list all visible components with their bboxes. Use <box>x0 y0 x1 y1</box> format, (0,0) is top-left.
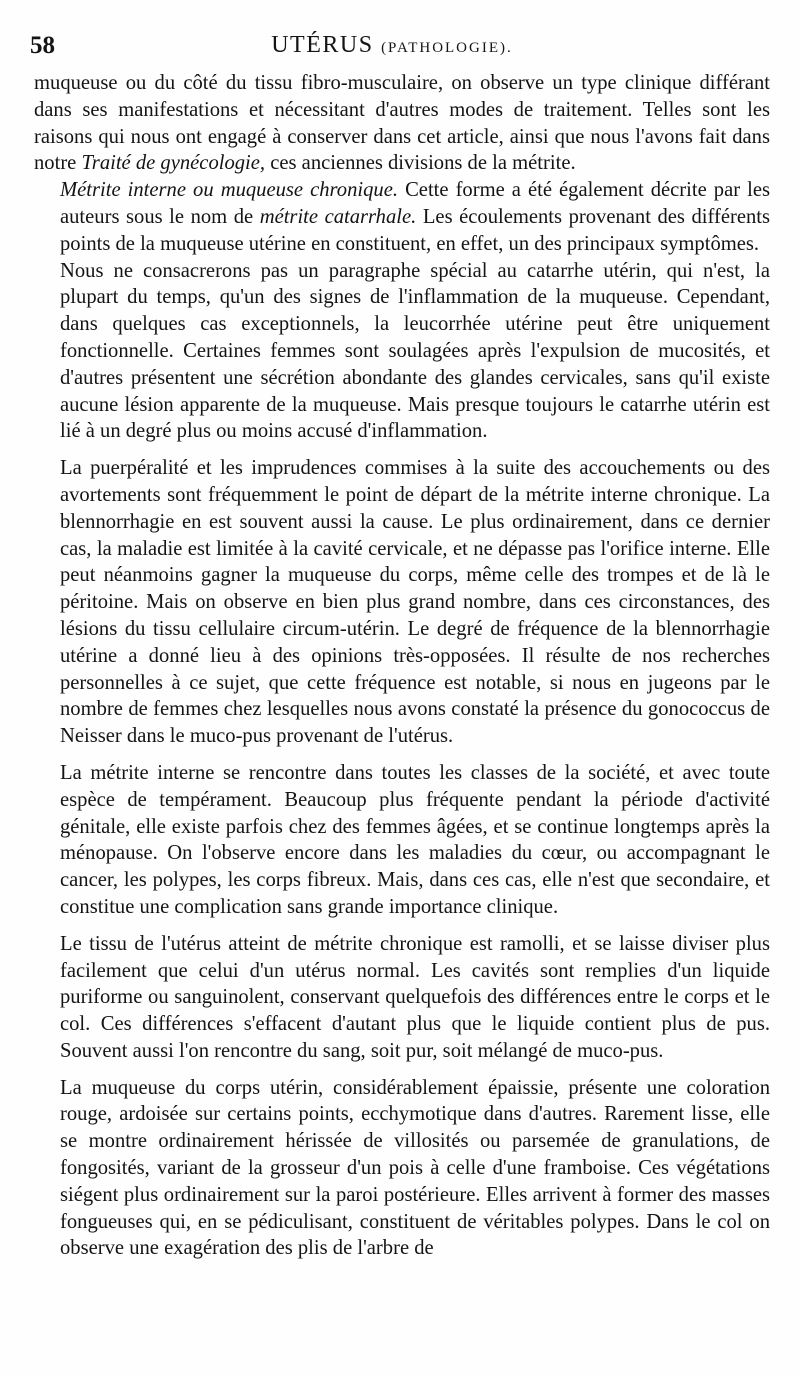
paragraph-tissu-uterus: Le tissu de l'utérus atteint de métrite chronique est ramolli, et se laisse diviser plus facilement que celui d'un utérus normal. Les cavités sont remplies d'un liquide puriforme ou sanguinolent, conservant quelquefois des différences entre le corps et le col. Ces différences s'effacent d'autant plus que le liquide contient plus de pus. Souvent aussi l'on rencontre du sang, soit pur, soit mélangé de muco-pus. <box>60 932 770 1062</box>
page-number: 58 <box>30 32 55 59</box>
running-title-main: UTÉRUS <box>271 32 374 58</box>
running-title <box>30 32 754 59</box>
term-metrite-catarrhale: métrite catarrhale. <box>259 205 417 228</box>
page-header <box>30 30 754 66</box>
running-title-sub: (PATHOLOGIE). <box>381 40 513 56</box>
section-heading: Métrite interne ou muqueuse chronique. <box>60 179 398 202</box>
paragraph-puerperalite: La puerpéralité et les imprudences commises à la suite des accouchements ou des avortements sont fréquemment le point de départ de la métrite interne chronique. La blennorrhagie en est souvent aussi la cause. Le plus ordinairement, dans ce dernier cas, la maladie est limitée à la cavité cervicale, et ne dépasse pas l'orifice interne. Elle peut néanmoins gagner la muqueuse du corps, même celle des trompes et de là le péritoine. Mais on observe en bien plus grand nombre, dans ces circonstances, des lésions du tissu cellulaire circum-utérin. Le degré de fréquence de la blennorrhagie utérine a donné lieu à des opinions très-opposées. Il résulte de nos recherches personnelles à ce sujet, que cette fréquence est notable, si nous en jugeons par le nombre de femmes chez lesquelles nous avons constaté la présence du gonococcus de Neisser dans le muco-pus provenant de l'utérus. <box>60 457 770 748</box>
paragraph-continued: muqueuse ou du côté du tissu fibro-musculaire, on observe un type clinique différant dans ses manifestations et nécessitant d'autres modes de traitement. Telles sont les raisons qui nous ont engagé à conserver dans cet article, ainsi que nous l'avons fait dans notre Traité de gynécologie, ces anciennes divisions de la métrite. <box>34 72 770 175</box>
paragraph-classes-societe: La métrite interne se rencontre dans toutes les classes de la société, et avec toute espèce de tempérament. Beaucoup plus fréquente pendant la période d'activité génitale, elle existe parfois chez des femmes âgées, et se continue longtemps après la ménopause. On l'observe encore dans les maladies du cœur, ou accompagnant le cancer, les polypes, les corps fibreux. Mais, dans ces cas, elle n'est que secondaire, et constitue une complication sans grande importance clinique. <box>60 761 770 918</box>
paragraph-catarrhe: Nous ne consacrerons pas un paragraphe spécial au catarrhe utérin, qui n'est, la plupart du temps, qu'un des signes de l'inflammation de la muqueuse. Cependant, dans quelques cas exceptionnels, la leucorrhée utérine peut être uniquement fonctionnelle. Certaines femmes sont soulagées après l'expulsion de mucosités, et d'autres présentent une sécrétion abondante des glandes cervicales, sans qu'il existe aucune lésion apparente de la muqueuse. Mais presque toujours le catarrhe utérin est lié à un degré plus ou moins accusé d'inflammation. <box>60 259 770 443</box>
paragraph-metrite-interne: Métrite interne ou muqueuse chronique. Cette forme a été également décrite par les auteurs sous le nom de métrite catarrhale. Les écoulements provenant des différents points de la muqueuse utérine en constituent, en effet, un des principaux symptômes. <box>60 179 771 255</box>
book-title: Traité de gynécologie, <box>81 152 266 175</box>
paragraph-muqueuse-corps: La muqueuse du corps utérin, considérablement épaissie, présente une coloration rouge, ardoisée sur certains points, ecchymotique dans d'autres. Rarement lisse, elle se montre ordinairement hérissée de villosités ou parsemée de granulations, de fongosités, variant de la grosseur d'un pois à celle d'une framboise. Ces végétations siégent plus ordinairement sur la paroi postérieure. Elles arrivent à former des masses fongueuses qui, en se pédiculisant, constituent de véritables polypes. Dans le col on observe une exagération des plis de l'arbre de <box>60 1076 770 1260</box>
body-text <box>34 70 770 1262</box>
